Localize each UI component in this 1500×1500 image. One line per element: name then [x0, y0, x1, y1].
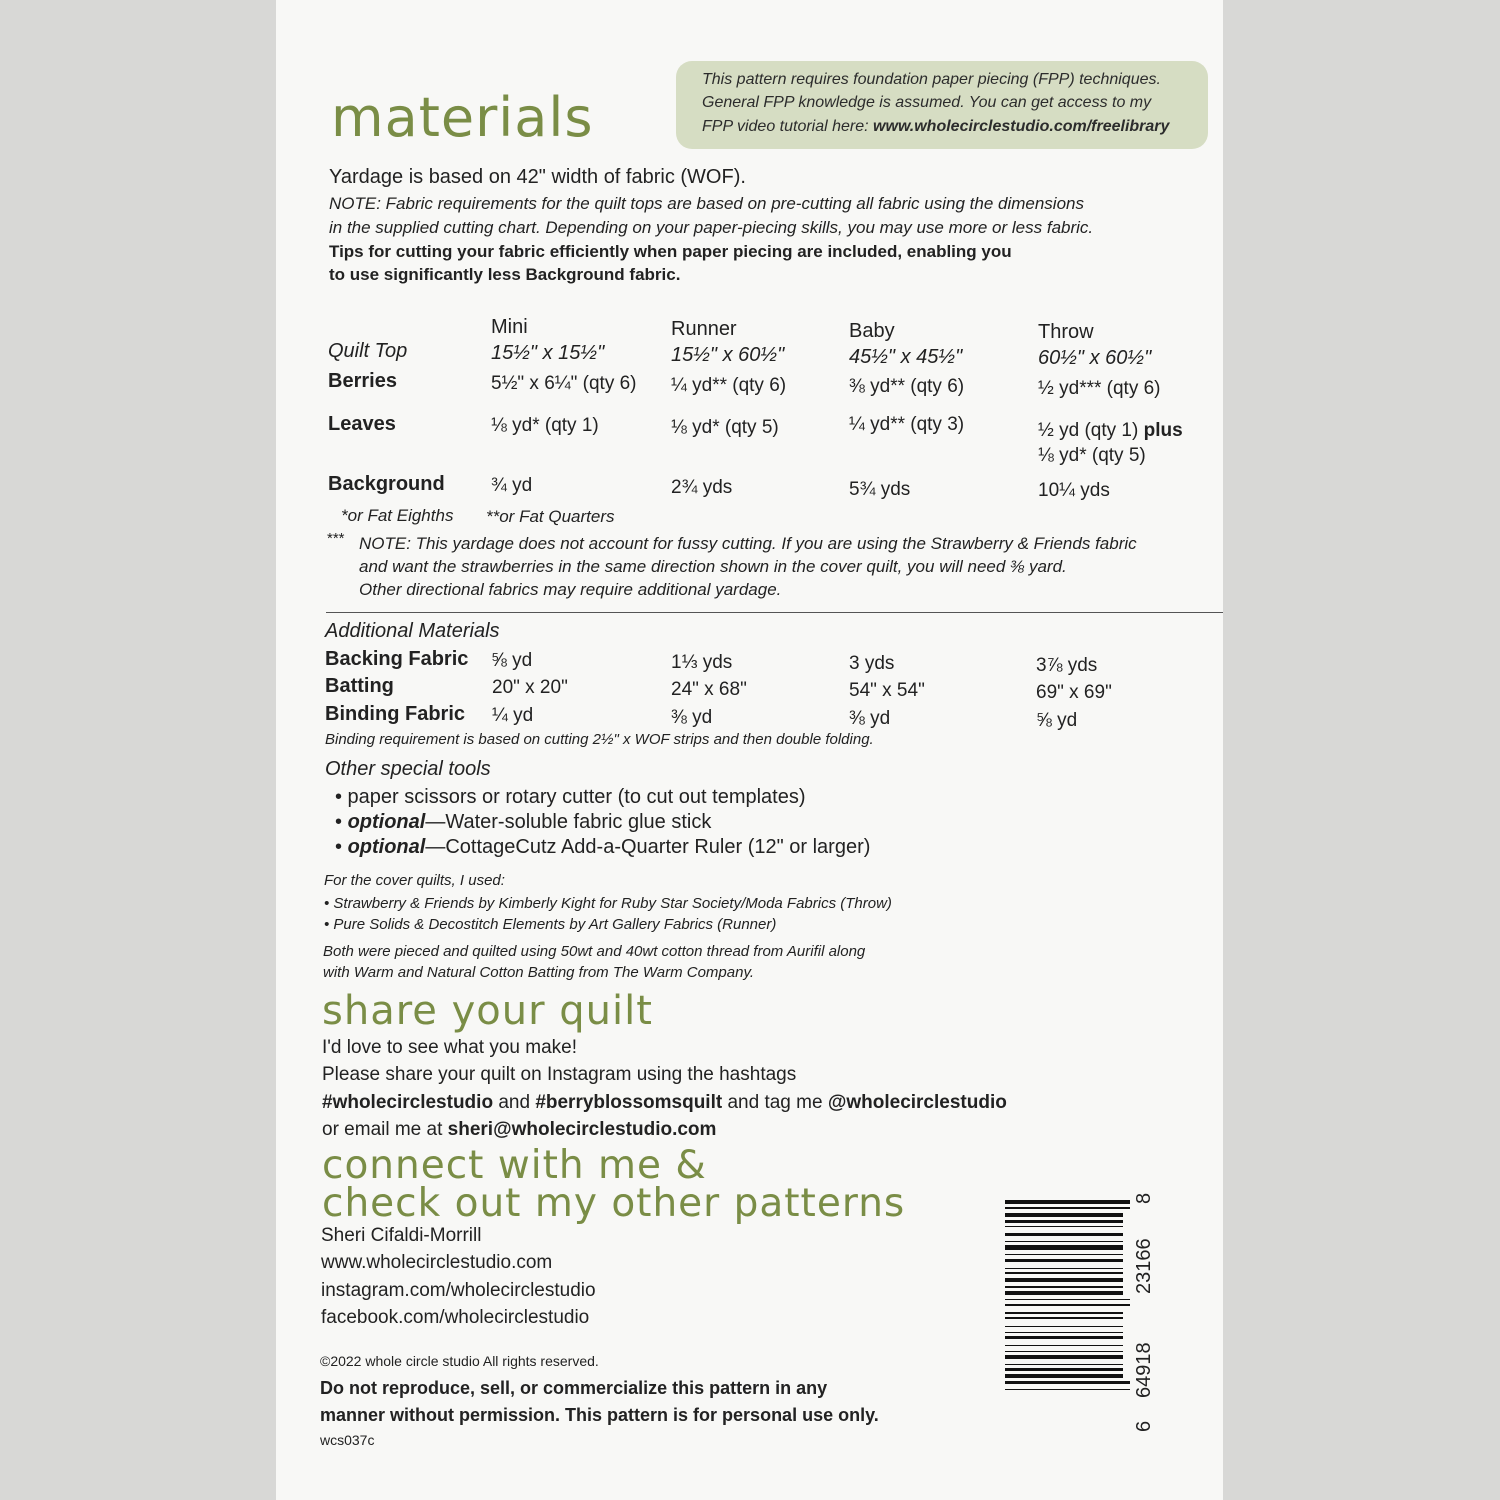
fabric-note: NOTE: Fabric requirements for the quilt tops are based on pre-cutting all fabric using the dimensions [329, 194, 1084, 213]
background-mini: ¾ yd [491, 475, 533, 496]
background-baby: 5¾ yds [849, 479, 911, 500]
quilt-top-baby: 45½" x 45½" [849, 346, 963, 368]
yardage-basis: Yardage is based on 42" width of fabric (WOF). [329, 166, 746, 188]
free-library-link[interactable]: www.wholecirclestudio.com/freelibrary [873, 118, 1170, 135]
barcode-bar [1005, 1389, 1130, 1390]
legal-notice: manner without permission. This pattern is for personal use only. [320, 1405, 879, 1425]
barcode-bar [1005, 1381, 1130, 1384]
barcode-bar [1005, 1345, 1123, 1346]
barcode-digit: 8 [1133, 1192, 1155, 1204]
cutting-tips: to use significantly less Background fabric. [329, 265, 681, 284]
website-link[interactable]: www.wholecirclestudio.com [321, 1252, 553, 1273]
barcode-bar [1005, 1326, 1123, 1327]
leaves-throw-extra: ⅛ yd* (qty 5) [1038, 445, 1146, 466]
email-prefix: or email me at [322, 1119, 448, 1140]
tool-item [335, 836, 870, 859]
leaves-mini: ⅛ yd* (qty 1) [491, 415, 599, 436]
binding-label: Binding Fabric [325, 703, 465, 725]
barcode-bar [1005, 1291, 1123, 1295]
berries-runner: ¼ yd** (qty 6) [671, 375, 787, 396]
cutting-tips: Tips for cutting your fabric efficiently when paper piecing are included, enabling you [329, 242, 1012, 261]
barcode-bar [1005, 1200, 1130, 1204]
barcode-bar [1005, 1336, 1123, 1339]
binding-note: Binding requirement is based on cutting 2½" x WOF strips and then double folding. [325, 731, 874, 748]
barcode-bar [1005, 1220, 1123, 1223]
batting-baby: 54" x 54" [849, 680, 925, 701]
barcode [1005, 1200, 1130, 1442]
backing-runner: 1⅓ yds [671, 652, 733, 673]
backing-throw: 3⅞ yds [1036, 655, 1098, 676]
instagram-handle[interactable]: @wholecirclestudio [827, 1092, 1007, 1113]
barcode-bar [1005, 1233, 1123, 1236]
email-link[interactable]: sheri@wholecirclestudio.com [447, 1119, 717, 1140]
connect-heading: connect with me & [322, 1143, 707, 1188]
barcode-digits [1133, 1190, 1155, 1440]
berries-throw: ½ yd*** (qty 6) [1038, 378, 1161, 399]
share-line: I'd love to see what you make! [322, 1037, 577, 1058]
barcode-bar [1005, 1332, 1123, 1333]
batting-label: Batting [325, 675, 394, 697]
leaves-throw-qty: ½ yd (qty 1) [1038, 420, 1144, 441]
quilt-top-mini: 15½" x 15½" [491, 342, 605, 364]
footnote-stars: *** [327, 530, 345, 547]
pattern-code: wcs037c [320, 1432, 375, 1448]
size-header-runner: Runner [671, 318, 737, 340]
leaves-throw-plus: plus [1143, 420, 1183, 441]
leaves-baby: ¼ yd** (qty 3) [849, 414, 965, 435]
size-header-throw: Throw [1038, 321, 1094, 343]
batting-mini: 20" x 20" [492, 677, 568, 698]
facebook-link[interactable]: facebook.com/wholecirclestudio [321, 1307, 590, 1328]
quilt-top-runner: 15½" x 60½" [671, 344, 785, 366]
thread-batting-note: Both were pieced and quilted using 50wt and 40wt cotton thread from Aurifil along [323, 943, 866, 960]
binding-mini: ¼ yd [492, 705, 534, 726]
berries-baby: ⅜ yd** (qty 6) [849, 376, 965, 397]
barcode-bar [1005, 1213, 1123, 1217]
footnote-fat-eighths: *or Fat Eighths [341, 506, 454, 525]
barcode-bar [1005, 1351, 1123, 1352]
share-tag-me: and tag me [722, 1092, 828, 1113]
barcode-bar [1005, 1259, 1123, 1262]
connect-heading: check out my other patterns [322, 1181, 906, 1226]
batting-runner: 24" x 68" [671, 679, 747, 700]
cover-fabric-item: • Pure Solids & Decostitch Elements by Art Gallery Fabrics (Runner) [324, 916, 777, 933]
materials-heading: materials [331, 86, 594, 149]
barcode-bar [1005, 1368, 1123, 1371]
additional-materials-heading: Additional Materials [325, 620, 500, 642]
backing-mini: ⅝ yd [491, 650, 533, 671]
binding-runner: ⅜ yd [671, 707, 713, 728]
barcode-bar [1005, 1272, 1123, 1273]
barcode-bar [1005, 1207, 1130, 1208]
barcode-bar [1005, 1312, 1123, 1315]
tool-text: —CottageCutz Add-a-Quarter Ruler (12" or larger) [425, 836, 871, 858]
thread-batting-note: with Warm and Natural Cotton Batting from The Warm Company. [323, 964, 754, 981]
tool-text: —Water-soluble fabric glue stick [425, 811, 712, 833]
fpp-note-line: This pattern requires foundation paper piecing (FPP) techniques. [702, 71, 1161, 88]
fpp-note-line [702, 118, 1169, 136]
bullet: • [335, 836, 348, 858]
leaves-throw [1038, 420, 1183, 442]
barcode-bar [1005, 1299, 1130, 1300]
designer-name: Sheri Cifaldi-Morrill [321, 1225, 482, 1246]
optional-label: optional [347, 836, 426, 858]
tools-heading: Other special tools [325, 758, 491, 780]
barcode-bar [1005, 1304, 1130, 1305]
berries-label: Berries [328, 370, 397, 392]
barcode-digit-group: 23166 [1133, 1238, 1155, 1294]
cover-fabric-item: • Strawberry & Friends by Kimberly Kight for Ruby Star Society/Moda Fabrics (Throw) [324, 895, 892, 912]
share-and: and [493, 1092, 536, 1113]
background-label: Background [328, 473, 445, 495]
batting-throw: 69" x 69" [1036, 682, 1112, 703]
binding-baby: ⅜ yd [849, 708, 891, 729]
barcode-bar [1005, 1355, 1123, 1359]
copyright: ©2022 whole circle studio All rights reserved. [320, 1353, 599, 1369]
fussy-cutting-note: NOTE: This yardage does not account for fussy cutting. If you are using the Strawberry & Friends fabric [359, 534, 1137, 553]
share-heading: share your quilt [322, 988, 653, 1034]
cover-quilts-intro: For the cover quilts, I used: [324, 872, 505, 889]
background-runner: 2¾ yds [671, 477, 733, 498]
barcode-bar [1005, 1226, 1123, 1227]
berries-mini: 5½" x 6¼" (qty 6) [491, 373, 637, 394]
section-divider [326, 612, 1223, 613]
backing-label: Backing Fabric [325, 648, 469, 670]
quilt-top-throw: 60½" x 60½" [1038, 347, 1152, 369]
barcode-bar [1005, 1241, 1123, 1242]
hashtag-wholecirclestudio[interactable]: #wholecirclestudio [322, 1092, 494, 1113]
barcode-bar [1005, 1286, 1123, 1289]
email-line [322, 1119, 716, 1141]
size-header-mini: Mini [491, 316, 528, 338]
barcode-bar [1005, 1278, 1123, 1282]
fpp-note-prefix: FPP video tutorial here: [702, 118, 874, 135]
barcode-bar [1005, 1245, 1123, 1250]
tool-item: • paper scissors or rotary cutter (to cut out templates) [335, 786, 806, 808]
optional-label: optional [347, 811, 426, 833]
tool-item [335, 811, 711, 834]
fussy-cutting-note: and want the strawberries in the same direction shown in the cover quilt, you will need ⅜ yard. [359, 557, 1067, 576]
share-line: Please share your quilt on Instagram using the hashtags [322, 1064, 797, 1085]
binding-throw: ⅝ yd [1036, 710, 1078, 731]
fpp-note-line: General FPP knowledge is assumed. You can get access to my [702, 94, 1152, 111]
barcode-bar [1005, 1374, 1123, 1378]
barcode-bar [1005, 1254, 1123, 1255]
fussy-cutting-note: Other directional fabrics may require additional yardage. [359, 580, 782, 599]
legal-notice: Do not reproduce, sell, or commercialize this pattern in any [320, 1378, 828, 1398]
hashtags-line [322, 1092, 1007, 1114]
footnote-fat-quarters: **or Fat Quarters [486, 507, 615, 526]
barcode-digit: 6 [1133, 1420, 1155, 1432]
fabric-note: in the supplied cutting chart. Depending on your paper-piecing skills, you may use more or less fabric. [329, 218, 1094, 237]
barcode-bar [1005, 1364, 1123, 1365]
instagram-link[interactable]: instagram.com/wholecirclestudio [321, 1280, 596, 1301]
barcode-bar [1005, 1317, 1123, 1318]
hashtag-berryblossomsquilt[interactable]: #berryblossomsquilt [535, 1092, 723, 1113]
quilt-top-label: Quilt Top [328, 340, 408, 362]
background-throw: 10¼ yds [1038, 480, 1110, 501]
leaves-runner: ⅛ yd* (qty 5) [671, 417, 779, 438]
leaves-label: Leaves [328, 413, 396, 435]
bullet: • [335, 811, 348, 833]
fpp-note-box [676, 61, 1208, 149]
size-header-baby: Baby [849, 320, 895, 342]
barcode-digit-group: 64918 [1133, 1342, 1155, 1398]
backing-baby: 3 yds [849, 653, 895, 674]
barcode-bar [1005, 1268, 1123, 1269]
